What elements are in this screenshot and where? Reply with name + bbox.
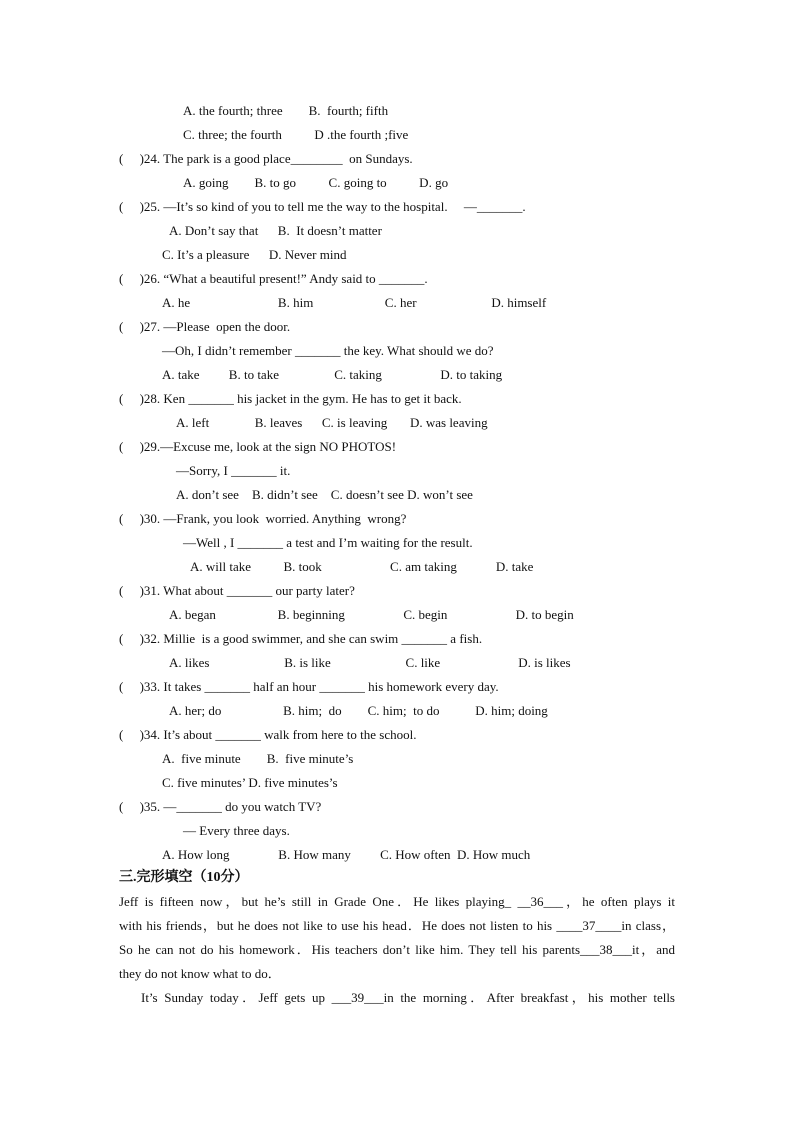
- passage-line: It’s Sunday today．Jeff gets up ___39___in the morning．After breakfast，his mother tells: [141, 990, 675, 1005]
- q27-stem: ( )27. —Please open the door.: [119, 319, 291, 334]
- q23-options-line-1: A. the fourth; three B. fourth; fifth: [183, 103, 389, 118]
- q32-options: A. likes B. is like C. like D. is likes: [169, 655, 571, 670]
- section-title: 三.完形填空（10分）: [119, 870, 249, 885]
- cloze-passage: [119, 890, 675, 1010]
- q31-stem: ( )31. What about _______ our party later?: [119, 583, 355, 598]
- q24-options: A. going B. to go C. going to D. go: [183, 175, 449, 190]
- q32-stem: ( )32. Millie is a good swimmer, and she can swim _______ a fish.: [119, 631, 483, 646]
- passage-line: So he can not do his homework．His teachers don’t like him. They tell his parents___38___it，and: [119, 942, 675, 957]
- q27-options: A. take B. to take C. taking D. to taking: [162, 367, 503, 382]
- q34-stem: ( )34. It’s about _______ walk from here to the school.: [119, 727, 417, 742]
- q30-stem: ( )30. —Frank, you look worried. Anything wrong?: [119, 511, 407, 526]
- q29-stem: ( )29.—Excuse me, look at the sign NO PHOTOS!: [119, 439, 397, 454]
- passage-line: they do not know what to do．: [119, 966, 281, 981]
- q30-dialogue: —Well , I _______ a test and I’m waiting for the result.: [183, 535, 473, 550]
- passage-line: Jeff is fifteen now，but he’s still in Grade One．He likes playing_ __36___，he often plays it: [119, 894, 675, 909]
- q26-options: A. he B. him C. her D. himself: [162, 295, 547, 310]
- q35-stem: ( )35. —_______ do you watch TV?: [119, 799, 322, 814]
- q24-stem: ( )24. The park is a good place________ on Sundays.: [119, 151, 413, 166]
- q25-options-line-1: A. Don’t say that B. It doesn’t matter: [169, 223, 382, 238]
- q23-options-line-2: C. three; the fourth D .the fourth ;five: [183, 127, 409, 142]
- q33-options: A. her; do B. him; do C. him; to do D. him; doing: [169, 703, 548, 718]
- q25-stem: ( )25. —It’s so kind of you to tell me the way to the hospital. —_______.: [119, 199, 526, 214]
- q34-options-line-1: A. five minute B. five minute’s: [162, 751, 354, 766]
- q27-dialogue: —Oh, I didn’t remember _______ the key. What should we do?: [162, 343, 494, 358]
- q30-options: A. will take B. took C. am taking D. take: [190, 559, 534, 574]
- q33-stem: ( )33. It takes _______ half an hour _______ his homework every day.: [119, 679, 499, 694]
- q29-dialogue: —Sorry, I _______ it.: [176, 463, 291, 478]
- q25-options-line-2: C. It’s a pleasure D. Never mind: [162, 247, 347, 262]
- q28-stem: ( )28. Ken _______ his jacket in the gym. He has to get it back.: [119, 391, 462, 406]
- q31-options: A. began B. beginning C. begin D. to begin: [169, 607, 574, 622]
- q26-stem: ( )26. “What a beautiful present!” Andy said to _______.: [119, 271, 428, 286]
- q28-options: A. left B. leaves C. is leaving D. was leaving: [176, 415, 488, 430]
- q35-dialogue: — Every three days.: [183, 823, 290, 838]
- q34-options-line-2: C. five minutes’ D. five minutes’s: [162, 775, 338, 790]
- q35-options: A. How long B. How many C. How often D. How much: [162, 847, 531, 862]
- passage-line: with his friends，but he does not like to use his head．He does not listen to his ____37____in class，: [119, 918, 675, 933]
- q29-options: A. don’t see B. didn’t see C. doesn’t see D. won’t see: [176, 487, 473, 502]
